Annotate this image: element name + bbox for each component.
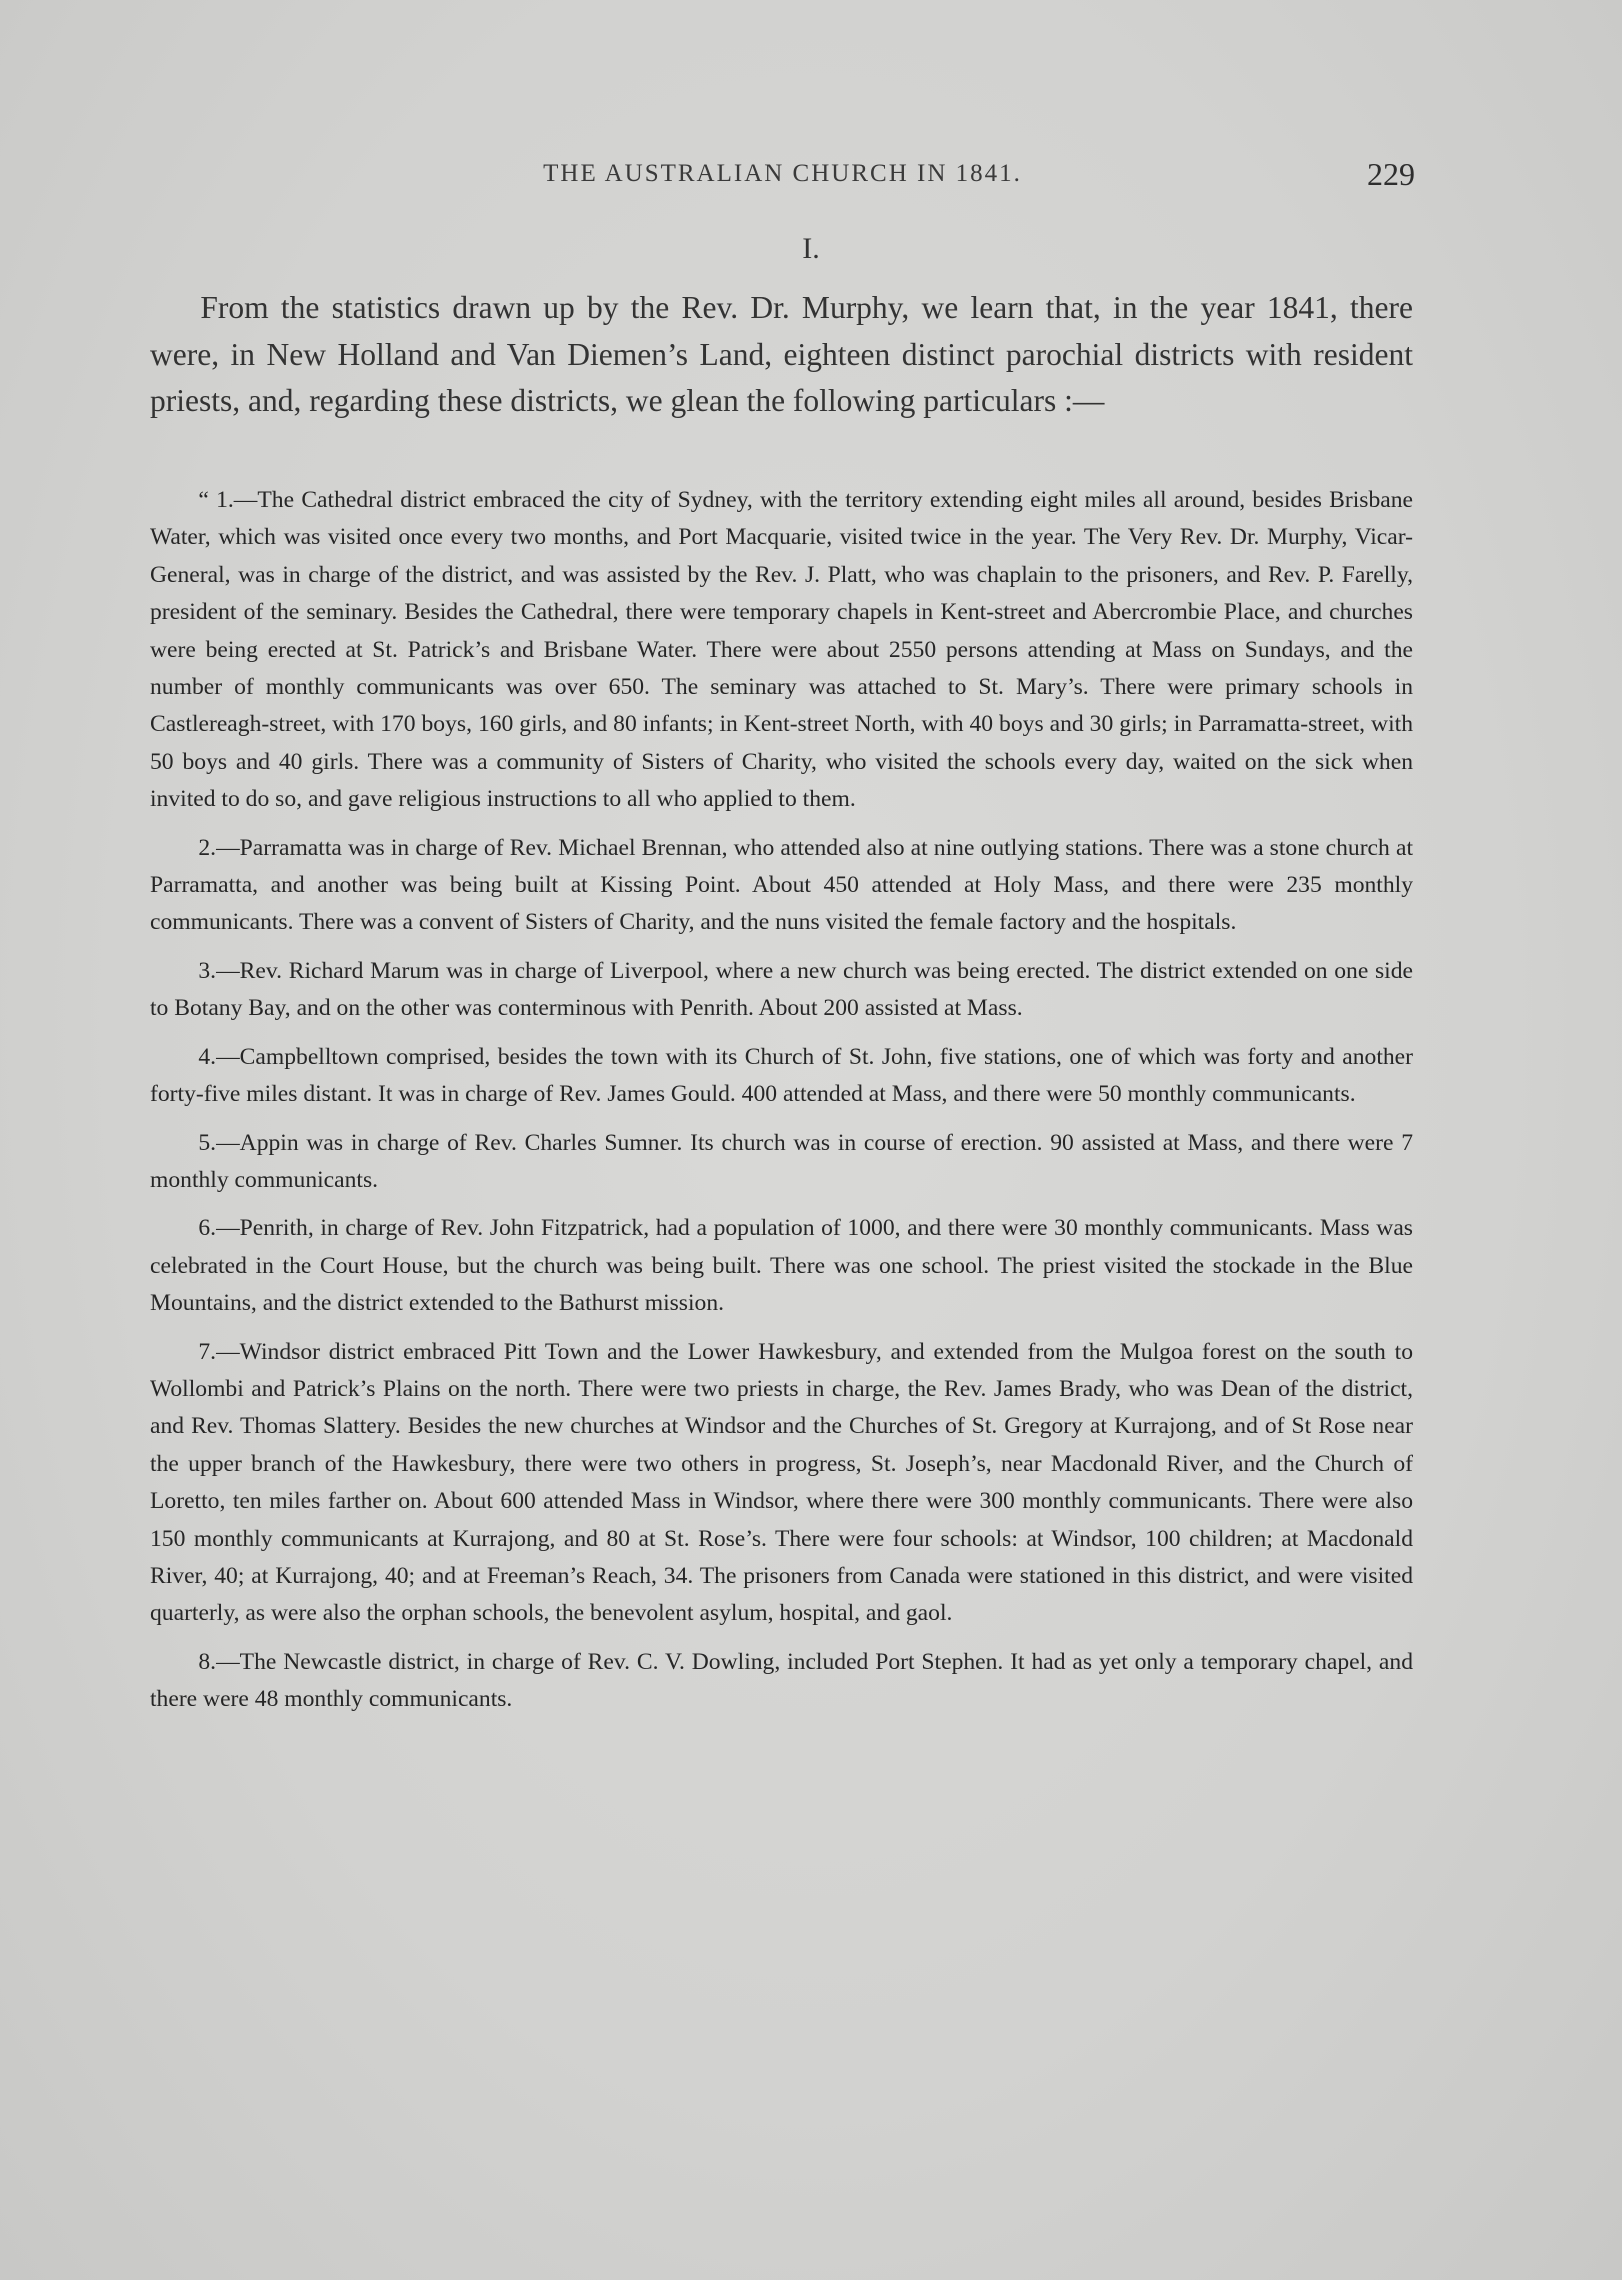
section-number: I. (802, 232, 820, 265)
intro-paragraph: From the statistics drawn up by the Rev. Dr. Murphy, we learn that, in the year 1841, there were, in New Holland and Van Diemen’s Land, eighteen distinct parochial districts with resident priests, and, regarding these districts, we glean the following particulars :— (150, 290, 1413, 418)
district-entry-7: 7.—Windsor district embraced Pitt Town and the Lower Hawkesbury, and extended from the Mulgoa forest on the south to Wollombi and Patrick’s Plains on the north. There were two priests in charge, the Rev. James Brady, who was Dean of the district, and Rev. Thomas Slattery. Besides the new churches at Windsor and the Churches of St. Gregory at Kurrajong, and of St Rose near the upper branch of the Hawkesbury, there were two others in progress, St. Joseph’s, near Macdonald River, and the Church of Loretto, ten miles farther on. About 600 attended Mass in Windsor, where there were 300 monthly communicants. There were also 150 monthly communicants at Kurrajong, and 80 at St. Rose’s. There were four schools: at Windsor, 100 children; at Macdonald River, 40; at Kurrajong, 40; and at Freeman’s Reach, 34. The prisoners from Canada were stationed in this district, and were visited quarterly, as were also the orphan schools, the benevolent asylum, hospital, and gaol. (150, 1338, 1413, 1627)
district-entry-5: 5.—Appin was in charge of Rev. Charles Sumner. Its church was in course of erection. 90 assisted at Mass, and there were 7 monthly communicants. (150, 1129, 1413, 1193)
district-entry-2: 2.—Parramatta was in charge of Rev. Michael Brennan, who attended also at nine outlying stations. There was a stone church at Parramatta, and another was being built at Kissing Point. About 450 attended at Holy Mass, and there were 235 monthly communicants. There was a convent of Sisters of Charity, and the nuns visited the female factory and the hospitals. (150, 834, 1413, 936)
running-title: THE AUSTRALIAN CHURCH IN 1841. (543, 160, 1022, 187)
running-head (150, 156, 1415, 200)
district-entry-6: 6.—Penrith, in charge of Rev. John Fitzpatrick, had a population of 1000, and there were 30 monthly communicants. Mass was celebrated in the Court House, but the church was being built. There was one school. The priest visited the stockade in the Blue Mountains, and the district extended to the Bathurst mission. (150, 1215, 1413, 1317)
district-entry-8: 8.—The Newcastle district, in charge of Rev. C. V. Dowling, included Port Stephen. It had as yet only a temporary chapel, and there were 48 monthly communicants. (150, 1648, 1413, 1713)
page-number: 229 (1367, 156, 1415, 192)
district-entry-3: 3.—Rev. Richard Marum was in charge of Liverpool, where a new church was being erected. The district extended on one side to Botany Bay, and on the other was conterminous with Penrith. About 200 assisted at Mass. (150, 957, 1413, 1022)
district-entry-4: 4.—Campbelltown comprised, besides the town with its Church of St. John, five stations, one of which was forty and another forty-five miles distant. It was in charge of Rev. James Gould. 400 attended at Mass, and there were 50 monthly communicants. (150, 1043, 1413, 1108)
district-entry-1: “ 1.—The Cathedral district embraced the city of Sydney, with the territory extending eight miles all around, besides Brisbane Water, which was visited once every two months, and Port Macquarie, visited twice in the year. The Very Rev. Dr. Murphy, Vicar-General, was in charge of the district, and was assisted by the Rev. J. Platt, who was chaplain to the prisoners, and Rev. P. Farelly, president of the seminary. Besides the Cathedral, there were temporary chapels in Kent-street and Abercrombie Place, and churches were being erected at St. Patrick’s and Brisbane Water. There were about 2550 persons attending at Mass on Sundays, and the number of monthly communicants was over 650. The seminary was attached to St. Mary’s. There were primary schools in Castlereagh-street, with 170 boys, 160 girls, and 80 infants; in Kent-street North, with 40 boys and 30 girls; in Parramatta-street, with 50 boys and 40 girls. There was a community of Sisters of Charity, who visited the schools every day, waited on the sick when invited to do so, and gave religious instructions to all who applied to them. (150, 487, 1413, 813)
district-entries (150, 482, 1413, 1730)
